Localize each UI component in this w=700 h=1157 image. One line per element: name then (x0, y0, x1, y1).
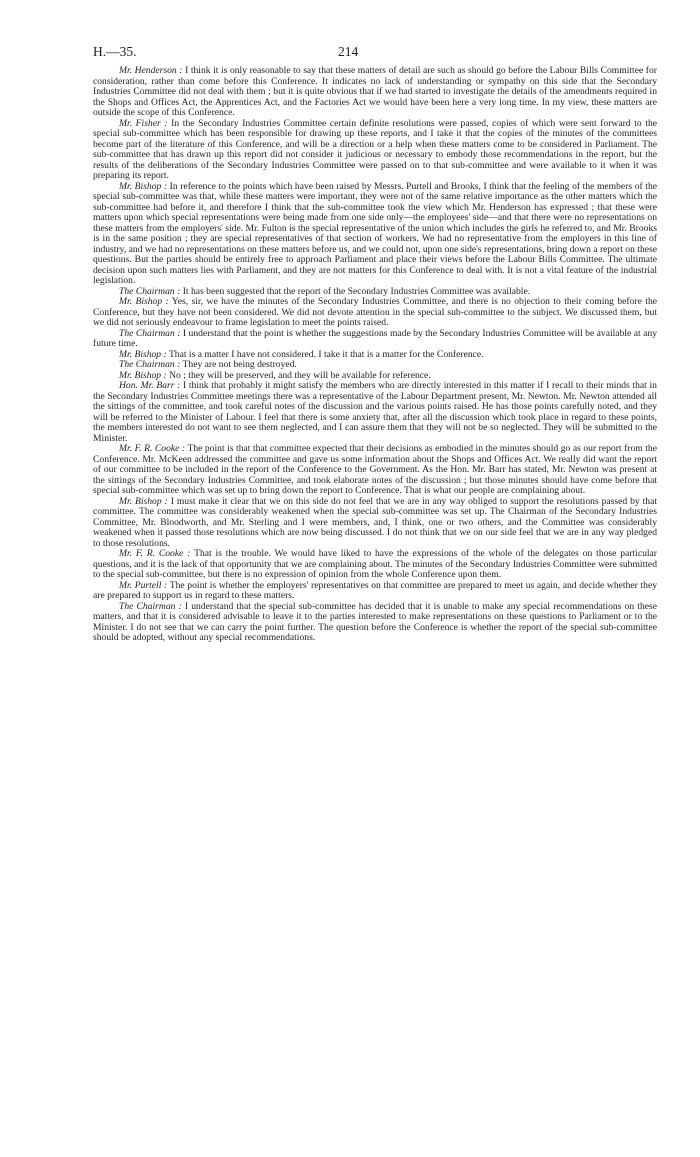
speaker-name: The Chairman : (119, 285, 181, 297)
paragraph (93, 119, 657, 182)
speaker-name: Mr. Bishop : (119, 296, 169, 307)
paragraph (93, 444, 657, 497)
speaker-name: The Chairman : (119, 359, 181, 370)
document-reference: H.—35. (93, 44, 137, 59)
speaker-name: Mr. Bishop : (119, 180, 168, 192)
speaker-name: Mr. F. R. Cooke : (119, 548, 191, 559)
paragraph (93, 66, 657, 119)
paragraph-text: I think it is only reasonable to say that these matters of detail are such as should go before the Labour Bills Committee for consideration, rather than come before this Conference. It indicates no lack of understanding or sympathy on this side that the Secondary Industries Committee did not deal with them ; but it is quite obvious that if we had started to investigate the details of the amendments required in the Shops and Offices Act, the Apprentices Act, and the Factories Act we would have been here a very long time. In my view, these matters are outside the scope of this Conference. (93, 65, 657, 118)
paragraph-text: I think that probably it might satisfy the members who are directly interested in this matter if I recall to their minds that in the Secondary Industries Committee meetings there was a representative of the Labour Department present, Mr. Newton. Mr. Newton attended all the sittings of the committee, and took careful notes of the discussion and the various points raised. He has those points carefully noted, and they will be referred to the Minister of Labour. I feel that there is some anxiety that, after all the discussion which took place in regard to these points, the members interested do not want to see them neglected, and I can assure them that they will not be so neglected. They will be submitted to the Minister. (93, 380, 657, 444)
paragraph (93, 549, 657, 581)
speaker-name: Mr. Bishop : (119, 369, 167, 381)
speaker-name: Mr. Bishop : (119, 348, 167, 360)
paragraph-text: The point is whether the employers' representatives on that committee are prepared to meet us again, and decide whether they are prepared to support us in regard to these matters. (93, 579, 658, 601)
paragraph-text: In reference to the points which have been raised by Messrs. Purtell and Brooks, I think that the feeling of the members of the special sub-committee was that, while these matters were important, they were not of the same relative importance as the other matters which the sub-committee had before it, and therefore I think that the sub-committee took the view which Mr. Henderson has expressed ; that these were matters upon which special representations were being made from one side only—the employees' side—and that there were no representations on these matters from the employers' side. Mr. Fulton is the special representative of the union which includes the girls he referred to, and Mr. Brooks is in the same position ; they are special representatives of that section of workers. We had no representative from the employers in this line of industry, and we had no representations on these matters before us, and we could not, upon one side's representations, bring down a report on these questions. But the parties should be entirely free to approach Parliament and place their views before the Labour Bills Committee. The ultimate decision upon such matters lies with Parliament, and they are not matters for this Conference to deal with. It is not a vital feature of the industrial legislation. (93, 180, 657, 286)
paragraph-text: Yes, sir, we have the minutes of the Secondary Industries Committee, and there is no objection to their coming before the Conference, but they have not been considered. We did not devote attention in the special sub-committee to the subject. We discussed them, but we did not seriously endeavour to frame legislation to meet the points raised. (93, 296, 657, 328)
paragraph (93, 381, 657, 444)
paragraph (93, 329, 657, 350)
speaker-name: Mr. Henderson : (119, 65, 183, 76)
paragraph-text: I must make it clear that we on this side do not feel that we are in any way obliged to support the resolutions passed by that committee. The committee was considerably weakened when the special sub-committee was set up. The Chairman of the Secondary Industries Committee, Mr. Bloodworth, and Mr. Sterling and I were members, and, I think, one or two others, and the Committee was considerably weakened when it passed those resolutions which are now being discussed. I do not think that we on our side feel that we are in any way pledged to those resolutions. (93, 495, 658, 549)
paragraph (93, 182, 657, 287)
page-number: 214 (338, 44, 359, 59)
paragraph-text: In the Secondary Industries Committee certain definite resolutions were passed, copies of which were sent forward to the special sub-committee which has been responsible for drawing up these reports, and I take it that the copies of the minutes of the committees become part of the literature of this Conference, and will be a direction or a help when these matters come to be considered in Parliament. The sub-committee that has drawn up this report did not consider it judicious or necessary to embody those recommendations in the report, but the results of the deliberations of the Secondary Industries Committee were passed on to that sub-committee and were available to it when it was preparing its report. (93, 117, 658, 181)
transcript-body (93, 66, 657, 644)
paragraph-text: It has been suggested that the report of the Secondary Industries Committee was available. (182, 285, 531, 297)
speaker-name: Mr. Fisher : (119, 117, 168, 129)
speaker-name: The Chairman : (119, 600, 182, 612)
speaker-name: Mr. Bishop : (119, 495, 168, 507)
speaker-name: Hon. Mr. Barr : (119, 380, 181, 391)
paragraph (93, 581, 657, 602)
paragraph-text: The point is that that committee expected that their decisions as embodied in the minutes should go as our report from the Conference. Mr. McKeen addressed the committee and gave us some information about the Shops and Offices Act. We really did want the report of our committee to be included in the report of the Conference to the Government. As the Hon. Mr. Barr has stated, Mr. Newton was present at the sittings of the Secondary Industries Committee, and took elaborate notes of the discussion ; but those minutes should have come before that special sub-committee which was set up to bring down the report to Conference. That is what our people are complaining about. (93, 443, 657, 496)
paragraph-text: I understand that the special sub-committee has decided that it is unable to make any special recommendations on these matters, and that it is considered advisable to leave it to the parties interested to make representations on these questions to Parliament or to the Minister. I do not see that we can carry the point further. The question before the Conference is whether the report of the special sub-committee should be adopted, without any special recommendations. (93, 600, 657, 643)
paragraph (93, 297, 657, 329)
speaker-name: Mr. F. R. Cooke : (119, 443, 186, 454)
paragraph (93, 497, 657, 550)
speaker-name: Mr. Purtell : (119, 579, 168, 591)
paragraph-text: No ; they will be preserved, and they will be available for reference. (169, 369, 431, 381)
paragraph (93, 602, 657, 644)
paragraph-text: That is a matter I have not considered. I take it that is a matter for the Conference. (168, 348, 484, 360)
speaker-name: The Chairman : (119, 327, 181, 339)
paragraph-text: That is the trouble. We would have liked to have the expressions of the whole of the delegates on those particular questions, and it is the lack of that opportunity that we are complaining about. The minutes of the Secondary Industries Committee were submitted to the special sub-committee, but there is no expression of opinion from the whole Conference upon them. (93, 548, 657, 580)
paragraph-text: They are not being destroyed. (182, 359, 297, 370)
paragraph-text: I understand that the point is whether the suggestions made by the Secondary Industries Committee will be available at any future time. (93, 327, 657, 349)
